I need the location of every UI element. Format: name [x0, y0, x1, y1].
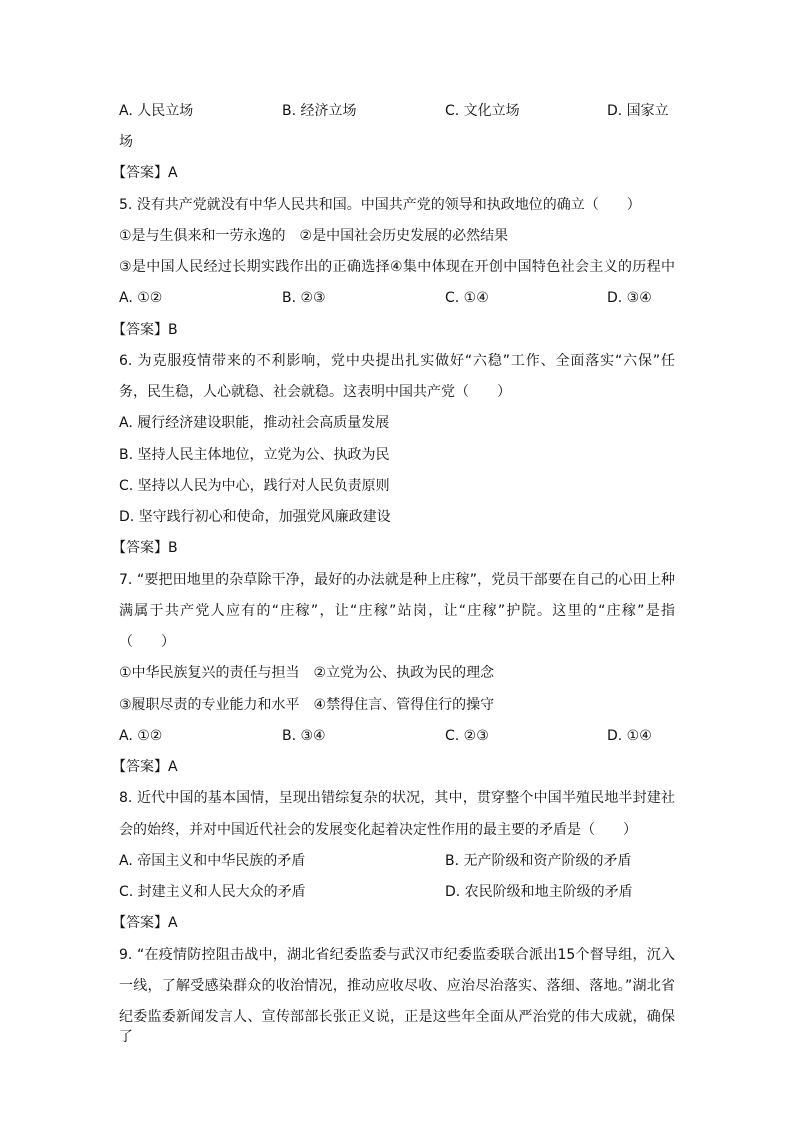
q8-option-b: B. 无产阶级和资产阶级的矛盾 — [445, 853, 632, 869]
q5-answer: 【答案】B — [112, 322, 178, 338]
q9-stem-line-2: 一线，了解受感染群众的收治情况，推动应收尽收、应治尽治落实、落细、落地。”湖北省 — [119, 978, 675, 994]
q5-option-a: A. ①② — [119, 290, 163, 306]
q9-stem-line-3: 纪委监委新闻发言人、宣传部部长张正义说，正是这些年全面从严治党的伟大成就，确保了 — [119, 1009, 675, 1045]
q7-option-a: A. ①② — [119, 728, 163, 744]
q7-option-b: B. ③④ — [282, 728, 326, 744]
q8-stem-line-1: 8. 近代中国的基本国情，呈现出错综复杂的状况，其中，贯穿整个中国半殖民地半封建社 — [119, 790, 675, 806]
q9-stem-line-1: 9. “在疫情防控阻击战中，湖北省纪委监委与武汉市纪委监委联合派出15个督导组，沉入 — [119, 947, 675, 963]
q6-stem-line-1: 6. 为克服疫情带来的不利影响，党中央提出扎实做好“六稳”工作、全面落实“六保”任 — [119, 353, 675, 369]
q8-option-d: D. 农民阶级和地主阶级的矛盾 — [445, 884, 633, 900]
q8-option-c: C. 封建主义和人民大众的矛盾 — [119, 884, 306, 900]
q5-stem: 5. 没有共产党就没有中华人民共和国。中国共产党的领导和执政地位的确立（ ） — [119, 197, 641, 213]
q4-answer: 【答案】A — [112, 165, 178, 181]
q7-stem-line-2: 满属于共产党人应有的“庄稼”，让“庄稼”站岗，让“庄稼”护院。这里的“庄稼”是指 — [119, 603, 675, 619]
q6-option-b: B. 坚持人民主体地位，立党为公、执政为民 — [119, 447, 390, 463]
q5-option-b: B. ②③ — [282, 290, 326, 306]
q4-option-d: D. 国家立 — [607, 103, 669, 119]
q6-option-c: C. 坚持以人民为中心，践行对人民负责原则 — [119, 478, 390, 494]
q6-answer: 【答案】B — [112, 540, 178, 556]
q7-option-c: C. ②③ — [445, 728, 489, 744]
q7-stem-line-1: 7. “要把田地里的杂草除干净，最好的办法就是种上庄稼”，党员干部要在自己的心田上种 — [119, 572, 675, 588]
q7-stem-line-3: （ ） — [119, 634, 175, 650]
q4-option-d-wrap: 场 — [119, 134, 133, 150]
q8-option-a: A. 帝国主义和中华民族的矛盾 — [119, 853, 306, 869]
q6-stem-line-2: 务，民生稳，人心就稳、社会就稳。这表明中国共产党（ ） — [119, 384, 511, 400]
q6-option-a: A. 履行经济建设职能，推动社会高质量发展 — [119, 415, 390, 431]
q8-stem-line-2: 会的始终，并对中国近代社会的发展变化起着决定性作用的最主要的矛盾是（ ） — [119, 822, 637, 838]
q5-option-c: C. ①④ — [445, 290, 489, 306]
q4-option-c: C. 文化立场 — [445, 103, 520, 119]
q5-statement-2: ③是中国人民经过长期实践作出的正确选择④集中体现在开创中国特色社会主义的历程中 — [119, 259, 675, 275]
q4-option-a: A. 人民立场 — [119, 103, 194, 119]
q7-option-d: D. ①④ — [607, 728, 652, 744]
q5-statement-1: ①是与生俱来和一劳永逸的 ②是中国社会历史发展的必然结果 — [119, 228, 509, 244]
q6-option-d: D. 坚守践行初心和使命，加强党风廉政建设 — [119, 509, 391, 525]
q7-statement-2: ③履职尽责的专业能力和水平 ④禁得住言、管得住行的操守 — [119, 697, 495, 713]
q7-answer: 【答案】A — [112, 759, 178, 775]
q4-option-b: B. 经济立场 — [282, 103, 357, 119]
q7-statement-1: ①中华民族复兴的责任与担当 ②立党为公、执政为民的理念 — [119, 665, 495, 681]
q8-answer: 【答案】A — [112, 915, 178, 931]
q5-option-d: D. ③④ — [607, 290, 652, 306]
